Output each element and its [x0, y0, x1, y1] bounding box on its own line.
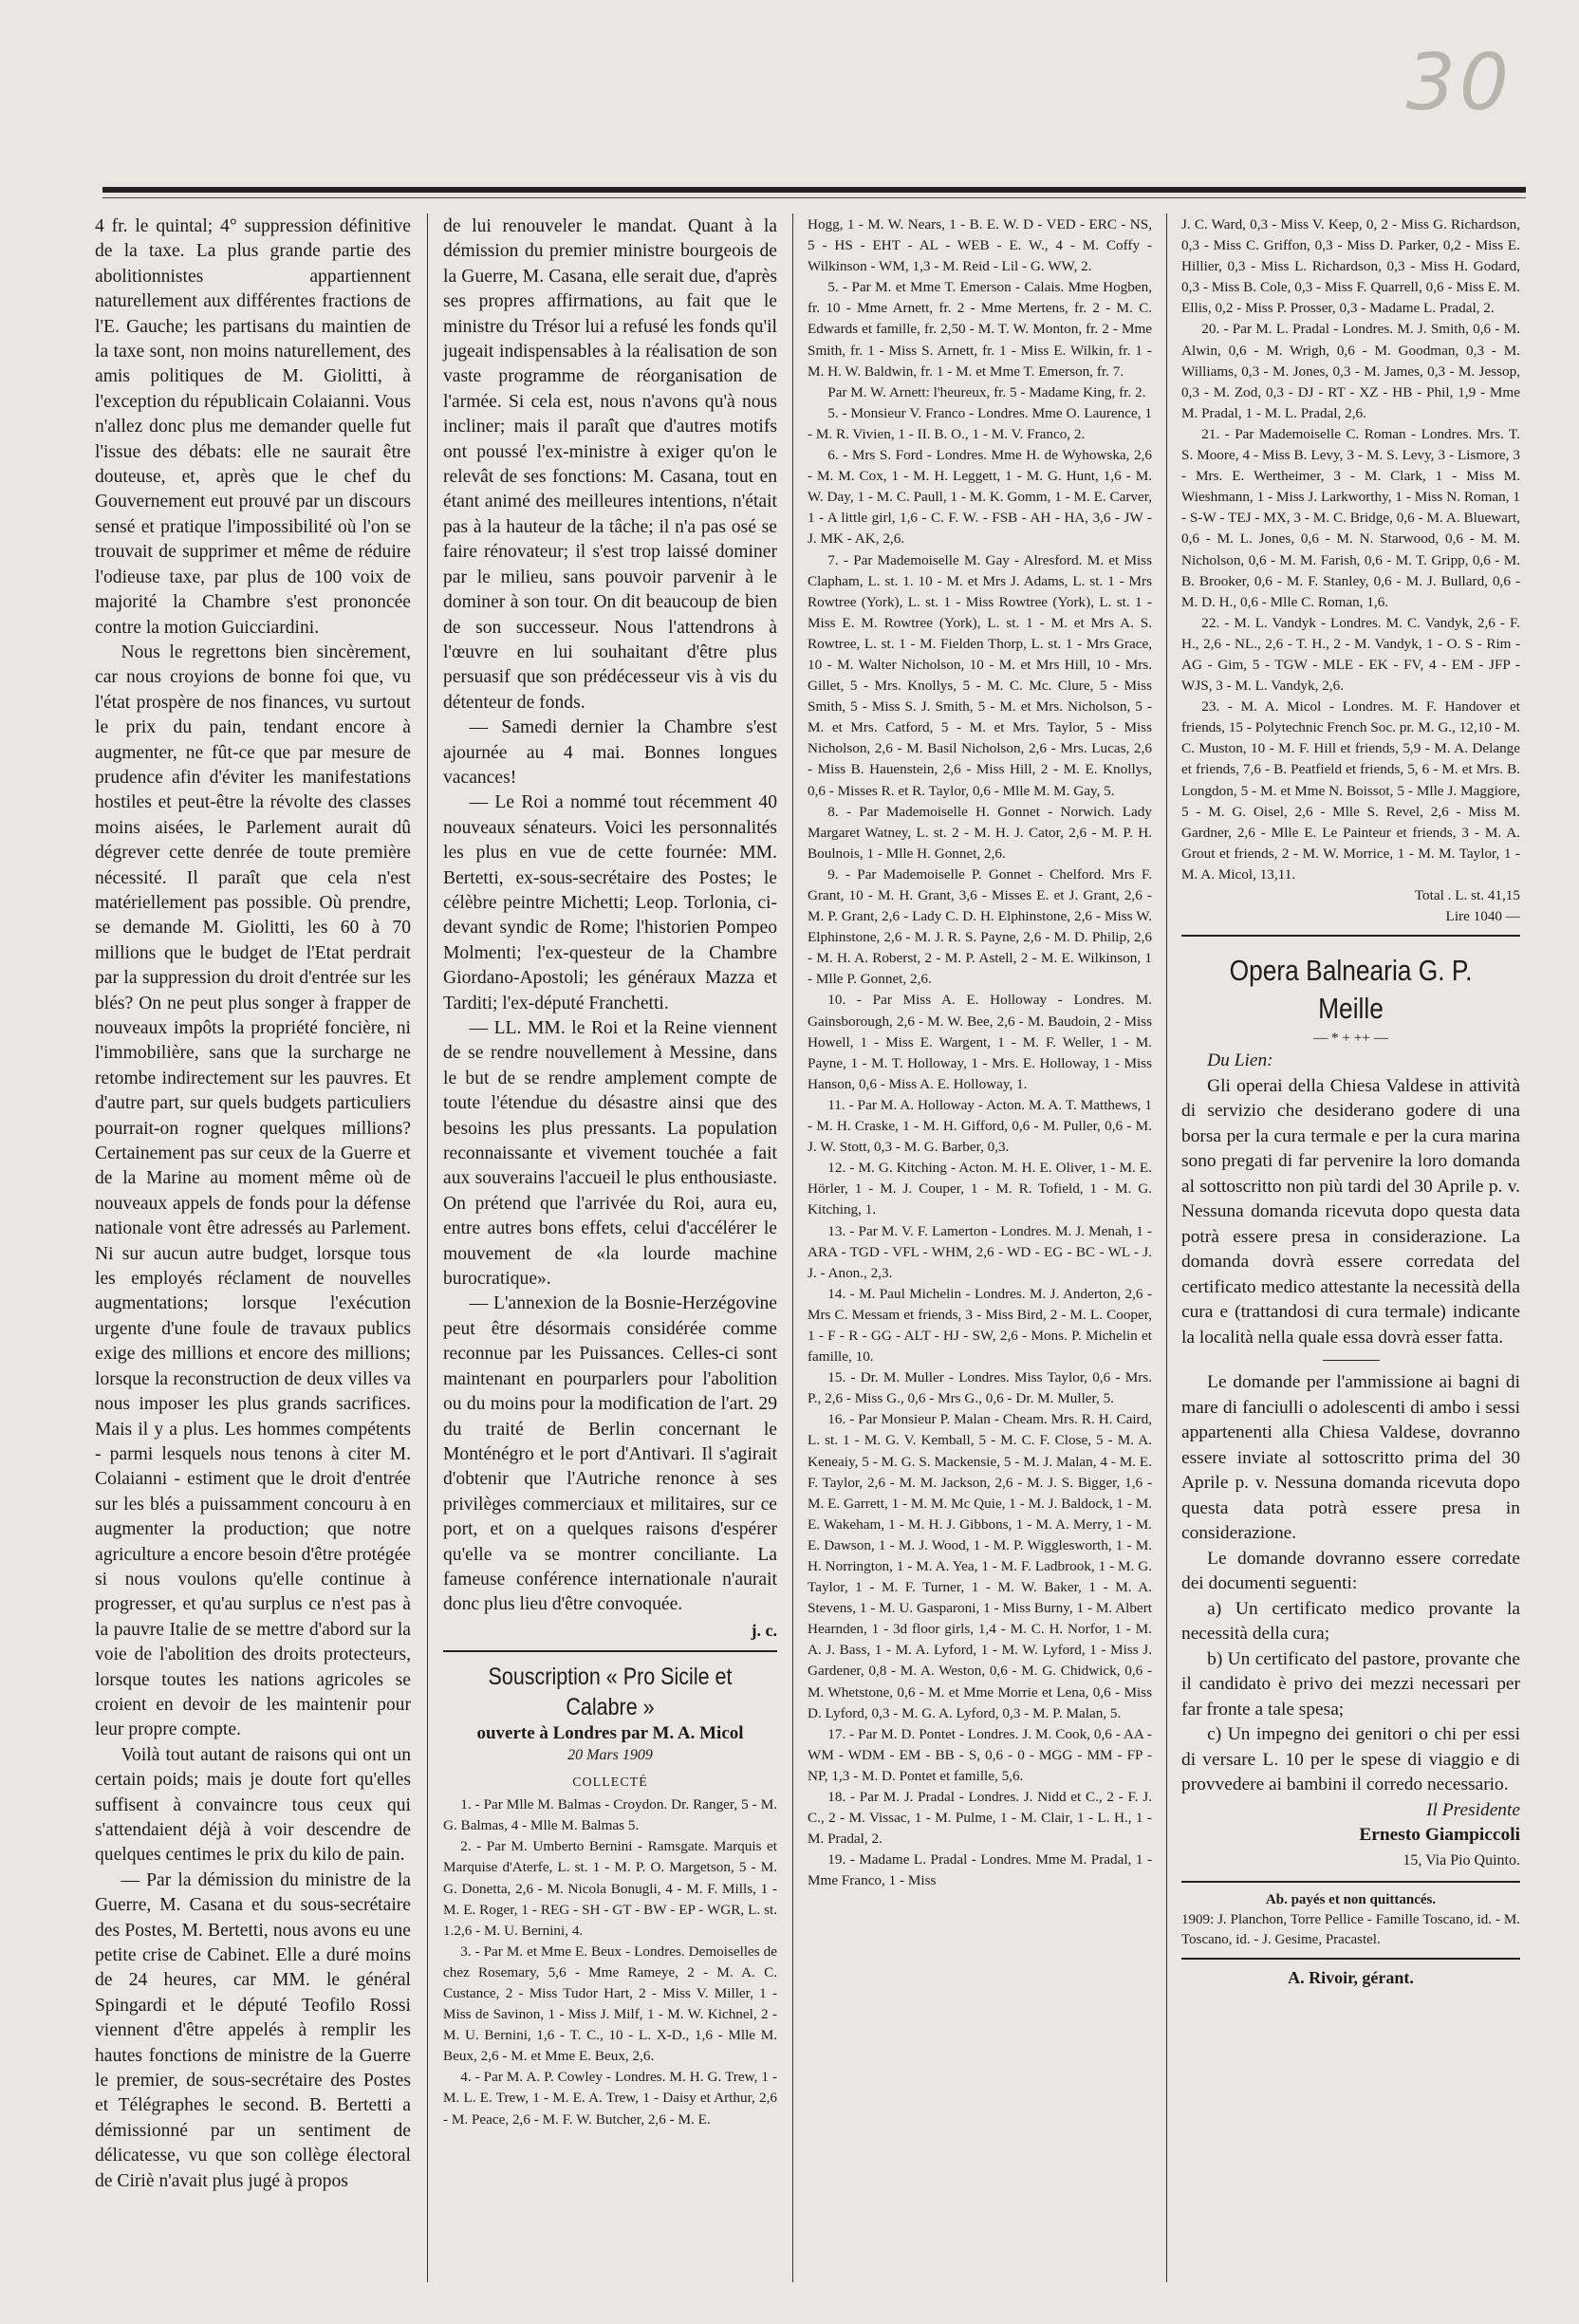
president-name: Ernesto Giampiccoli — [1359, 1825, 1520, 1846]
abonnements-text: 1909: J. Planchon, Torre Pellice - Famille Toscano, id. - M. Toscano, id. - J. Gesime, Pracastel. — [1181, 1912, 1520, 1948]
president-label: Il Presidente — [1426, 1799, 1520, 1820]
list-item: 1. - Par Mlle M. Balmas - Croydon. Dr. Ranger, 5 - M. G. Balmas, 4 - Mlle M. Balmas 5. — [443, 1796, 777, 1834]
column-2 — [443, 214, 777, 2130]
list-item: 22. - M. L. Vandyk - Londres. M. C. Vandyk, 2,6 - F. H., 2,6 - NL., 2,6 - T. H., 2 - M. Vandyk, 1 - O. S - Rim - AG - Gim, 5 - TGW - MLE - EK - FV, 4 - EM - JFP - WJS, 3 - M. L. Vandyk, 2,6. — [1181, 614, 1520, 695]
abonnements-title: Ab. payés et non quittancés. — [1265, 1892, 1437, 1908]
list-item: 5. - Par M. et Mme T. Emerson - Calais. Mme Hogben, fr. 10 - Mme Arnett, fr. 2 - Mme Mertens, fr. 2 - M. C. Edwards et famille, fr. 2,50 - M. T. W. Monton, fr. 2 - Mme Smith, fr. 1 - Miss S. Arnett, fr. 1 - Miss E. Wilkin, fr. 1 - M. H. W. Baldwin, fr. 1 - M. et Mme T. Emerson, fr. 7. — [808, 279, 1152, 380]
list-item: 14. - M. Paul Michelin - Londres. M. J. Anderton, 2,6 - Mrs C. Messam et friends, 3 - Miss Bird, 2 - M. L. Cooper, 1 - F - R - GG - ALT - HJ - SW, 2,6 - Mons. P. Michelin et famille, 10. — [808, 1285, 1152, 1366]
column-divider — [792, 214, 793, 2282]
opera-paragraph: b) Un certificato del pastore, provante che il candidato è privo dei mezzi necessari per far fronte a tale spesa; — [1181, 1648, 1520, 1720]
list-item: Par M. W. Arnett: l'heureux, fr. 5 - Madame King, fr. 2. — [827, 383, 1146, 400]
opera-paragraph: Gli operai della Chiesa Valdese in attività di servizio che desiderano godere di una borsa per la cura termale e per la cura marina sono pregati di far pervenire la loro domanda al sottoscritto non più tardi del 30 Aprile p. v. Nessuna domanda ricevuta dopo questa data potrà essere presa in considerazione. La domanda dovrà essere corredata del certificato medico attestante la necessità della cura e (trattandosi di cura termale) indicante la località nella quale essa dovrà esser fatta. — [1181, 1075, 1520, 1348]
article-paragraph: — Le Roi a nommé tout récemment 40 nouveaux sénateurs. Voici les personnalités les plus en vue de cette fournée: MM. Bertetti, ex-sous-secrétaire des Postes; le célèbre peintre Michetti; Leop. Torlonia, ci-devant syndic de Rome; l'historien Pompeo Molmenti; l'ex-questeur de la Chambre Giordano-Apostoli; les généraux Mazza et Tarditi; l'ex-député Franchetti. — [443, 792, 777, 1013]
header-rule — [102, 187, 1526, 193]
section-rule — [1181, 1881, 1520, 1883]
list-item: 2. - Par M. Umberto Bernini - Ramsgate. Marquis et Marquise d'Aterfe, L. st. 1 - M. P. O. Margetson, 5 - M. G. Donetta, 2,6 - M. Nicola Bonugli, 4 - M. F. Mills, 1 - M. E. Roger, 1 - REG - SH - GT - BW - EP - WGR, L. st. 1.2,6 - M. U. Bernini, 4. — [443, 1838, 777, 1939]
article-paragraph: Voilà tout autant de raisons qui ont un certain poids; mais je doute fort qu'elles suffisent à convaincre tous ceux qui s'attendaient déjà à voir descendre de quelques centimes le prix du kilo de pain. — [95, 1744, 411, 1866]
list-item: 20. - Par M. L. Pradal - Londres. M. J. Smith, 0,6 - M. Alwin, 0,6 - M. Wrigh, 0,6 - M. Goodman, 0,3 - M. Williams, 0,3 - M. Jones, 0,3 - M. James, 0,3 - M. Jessop, 0,3 - M. Zod, 0,3 - DJ - RT - XZ - HB - Phil, 1,9 - Mme M. Pradal, 1 - M. L. Pradal, 2,6. — [1181, 321, 1520, 421]
total-line: Total . L. st. 41,15 — [1414, 887, 1520, 903]
header-rule-thin — [102, 197, 1526, 198]
article-signature: j. c. — [751, 1620, 777, 1640]
list-item: 17. - Par M. D. Pontet - Londres. J. M. Cook, 0,6 - AA - WM - WDM - EM - BB - S, 0,6 - 0 - MGG - MM - FP - NP, 1,3 - M. D. Pontet et famille, 5,6. — [808, 1725, 1152, 1784]
list-item: 4. - Par M. A. P. Cowley - Londres. M. H. G. Trew, 1 - M. L. E. Trew, 1 - M. E. A. Trew, 1 - Daisy et Arthur, 2,6 - M. Peace, 2,6 - M. F. W. Butcher, 2,6 - M. E. — [443, 2069, 777, 2128]
list-item: 15. - Dr. M. Muller - Londres. Miss Taylor, 0,6 - Mrs. P., 2,6 - Miss G., 0,6 - Mrs G., 0,6 - Dr. M. Muller, 5. — [808, 1369, 1152, 1407]
column-4 — [1181, 214, 1520, 1988]
gerant: A. Rivoir, gérant. — [1288, 1968, 1414, 1988]
list-item: 8. - Par Mademoiselle H. Gonnet - Norwich. Lady Margaret Watney, L. st. 2 - M. H. J. Cator, 2,6 - M. P. H. Boulnois, 1 - Mlle H. Gonnet, 2,6. — [808, 803, 1152, 862]
list-item: 16. - Par Monsieur P. Malan - Cheam. Mrs. R. H. Caird, L. st. 1 - M. G. V. Kemball, 5 - M. C. F. Close, 5 - M. A. Keneaiy, 5 - M. G. S. Mackensie, 5 - M. J. Malan, 4 - M. E. F. Taylor, 2,6 - M. M. Jackson, 2,6 - M. J. S. Bigger, 1,6 - M. E. Garrett, 1 - M. M. Mc Quie, 1 - M. J. Baldock, 1 - M. E. Wakeham, 1 - M. H. J. Gibbons, 1 - M. A. Merry, 1 - M. E. Dawson, 1 - M. J. Wood, 1 - M. P. Wigglesworth, 1 - M. H. Norrington, 1 - M. A. Yea, 1 - M. F. Ladbrook, 1 - M. G. Taylor, 1 - M. F. Turner, 1 - M. W. Baker, 1 - M. A. Stevens, 1 - M. U. Gasparoni, 1 - Miss Burny, 1 - M. Albert Hearnden, 1 - 3d floor girls, 1,4 - M. C. H. Norfor, 1 - M. A. J. Bass, 1 - M. A. Lyford, 1 - M. W. Lyford, 1 - Miss J. Gardener, 0,8 - M. A. Weston, 0,6 - M. G. Chidwick, 0,6 - M. Whetstone, 0,6 - M. et Mme Morrie et Lena, 0,6 - Miss D. Lyford, 0,3 - M. G. A. Lyford, 0,3 - M. P. Malan, 5. — [808, 1411, 1152, 1721]
column-1 — [95, 214, 411, 2194]
opera-body — [1181, 1049, 1520, 1873]
page-number: 30 — [1405, 38, 1513, 128]
section-rule — [1181, 1958, 1520, 1960]
opera-lien: Du Lien: — [1207, 1050, 1273, 1071]
separator — [1323, 1360, 1380, 1361]
list-item: 3. - Par M. et Mme E. Beux - Londres. Demoiselles de chez Rosemary, 5,6 - Mme Rameye, 2 - M. A. C. Custance, 2 - Miss Tudor Hart, 2 - Miss V. Miller, 1 - Miss de Savinon, 1 - Miss J. Milf, 1 - M. W. Kichnel, 2 - M. U. Bernini, 1,6 - T. C., 10 - L. X-D., 1,6 - Mlle M. Beux, 2,6 - M. et Mme E. Beux, 2,6. — [443, 1943, 777, 2065]
list-item: 5. - Monsieur V. Franco - Londres. Mme O. Laurence, 1 - M. R. Vivien, 1 - II. B. O., 1 - M. V. Franco, 2. — [808, 404, 1152, 442]
list-item: Hogg, 1 - M. W. Nears, 1 - B. E. W. D - VED - ERC - NS, 5 - HS - EHT - AL - WEB - E. W., 4 - M. Coffy - Wilkinson - WM, 1,3 - M. Reid - Lil - G. WW, 2. — [808, 216, 1152, 275]
souscription-date: 20 Mars 1909 — [567, 1747, 653, 1764]
list-item: 7. - Par Mademoiselle M. Gay - Alresford. M. et Miss Clapham, L. st. 1. 10 - M. et Mrs J. Adams, L. st. 1 - Mrs Rowtree (York), L. st. 1 - Miss Rowtree (York), L. st. 1 - Miss E. M. Rowtree (York), L. st. 1 - M. et Mrs A. S. Rowtree, L. st. 1 - M. Fielden Thorp, L. st. 1 - Mrs Grace, 10 - M. Walter Nicholson, 10 - M. et Mrs Hill, 10 - Mrs. Gillet, 5 - Mrs. Knollys, 5 - M. C. Mc. Clure, 5 - Miss Smith, 5 - Miss S. J. Smith, 5 - M. et Mrs. Nicholson, 5 - M. et Mrs. Catford, 5 - M. et Mrs. Taylor, 5 - Miss Nicholson, 2,6 - M. Basil Nicholson, 2,6 - Mrs. Lucas, 2,6 - Miss B. Hauenstein, 2,6 - Miss Hill, 2 - M. E. Knollys, 0,6 - Misses R. et R. Taylor, 0,6 - Mlle M. M. Gay, 5. — [808, 551, 1152, 799]
list-item: 9. - Par Mademoiselle P. Gonnet - Chelford. Mrs F. Grant, 10 - M. H. Grant, 3,6 - Misses E. et J. Grant, 2,6 - M. P. Grant, 2,6 - Lady C. D. H. Elphinstone, 2,6 - Miss W. Elphinstone, 2,6 - M. J. R. S. Payne, 2,6 - M. D. Philip, 2,6 - M. H. A. Roberst, 2 - M. P. Astell, 2 - M. E. Wilkinson, 1 - Mlle P. Gonnet, 2,6. — [808, 865, 1152, 988]
opera-paragraph: Le domande per l'ammissione ai bagni di mare di fanciulli o adolescenti di ambo i sessi appartenenti alla Chiesa Valdese, dovranno essere inviate al sottoscritto prima del 30 Aprile p. v. Nessuna domanda ricevuta dopo questa data potrà essere presa in considerazione. — [1181, 1372, 1520, 1544]
list-item: 10. - Par Miss A. E. Holloway - Londres. M. Gainsborough, 2,6 - M. W. Bee, 2,6 - M. Baudoin, 2 - Miss Howell, 1 - Miss E. Wargent, 1 - M. F. Weller, 1 - M. Payne, 1 - M. T. Holloway, 1 - Mrs. E. Holloway, 1 - Miss Hanson, 0,6 - Miss A. E. Holloway, 1. — [808, 992, 1152, 1092]
column-divider — [427, 214, 428, 2282]
column-divider — [1166, 214, 1167, 2282]
ornament: — * + ++ — — [1313, 1030, 1388, 1047]
article-paragraph: — Samedi dernier la Chambre s'est ajournée au 4 mai. Bonnes longues vacances! — [443, 717, 777, 788]
section-rule — [443, 1650, 777, 1652]
list-item: 11. - Par M. A. Holloway - Acton. M. A. T. Matthews, 1 - M. H. Craske, 1 - M. H. Gifford, 0,6 - M. Puller, 0,6 - M. J. W. Stott, 0,3 - M. G. Barber, 0,3. — [808, 1096, 1152, 1156]
list-item: 19. - Madame L. Pradal - Londres. Mme M. Pradal, 1 - Mme Franco, 1 - Miss — [808, 1851, 1152, 1889]
column-3 — [808, 214, 1152, 1892]
opera-title: Opera Balnearia G. P. Meille — [1229, 954, 1473, 1026]
article-paragraph: — L'annexion de la Bosnie-Herzégovine peut être désormais considérée comme reconnue par les Puissances. Celles-ci sont maintenant en pourparlers pour l'abolition ou du moins pour la modification de l'art. 29 du traité de Berlin concernant le Monténégro et le port d'Antivari. Il s'agirait d'obtenir que l'Autriche renonce à ses privilèges commerciaux et militaires, sur ce port, et on a quelques raisons d'espérer qu'elle va se montrer conciliante. La fameuse conférence internationale n'aurait donc plus lieu d'être convoquée. — [443, 1293, 777, 1615]
list-item: 21. - Par Mademoiselle C. Roman - Londres. Mrs. T. S. Moore, 4 - Miss B. Levy, 3 - M. S. Levy, 3 - Lismore, 3 - Mrs. E. Wertheimer, 3 - M. Clark, 1 - Miss M. Wieshmann, 1 - Miss J. Larkworthy, 1 - Miss N. Roman, 1 - S-W - TEJ - MX, 3 - M. C. Bridge, 0,6 - M. A. Bluewart, 0,6 - M. L. Jones, 0,6 - M. N. Starwood, 0,6 - M. M. Nicholson, 0,6 - M. M. Farish, 0,6 - M. T. Gripp, 0,6 - M. B. Brooker, 0,6 - M. F. Stanley, 0,6 - M. J. Bullard, 0,6 - M. D. H., 0,6 - Mlle C. Roman, 1,6. — [1181, 425, 1520, 610]
president-address: 15, Via Pio Quinto. — [1403, 1851, 1520, 1868]
lire-line: Lire 1040 — — [1445, 908, 1520, 925]
article-paragraph: 4 fr. le quintal; 4° suppression définitive de la taxe. La plus grande partie des abolitionnistes appartiennent naturellement aux différentes fractions de l'E. Gauche; les partisans du maintien de la taxe sont, non moins naturellement, des amis politiques de M. Giolitti, à l'exception du républicain Colaianni. Vous n'allez donc plus me demander quelle fut l'issue des débats: elle ne saurait être douteuse, et, après que le chef du Gouvernement eut prouvé par un discours sensé et pratique l'impossibilité où l'on se trouvait de supprimer et même de réduire l'odieuse taxe, par plus de 100 voix de majorité la Chambre s'est prononcée contre la motion Guicciardini. — [95, 216, 411, 638]
opera-paragraph: c) Un impegno dei genitori o chi per essi di versare L. 10 per le spese di viaggio e di provvedere ai bambini il corredo necessario. — [1181, 1724, 1520, 1795]
collecte-heading: COLLECTÉ — [572, 1776, 648, 1791]
list-item: 18. - Par M. J. Pradal - Londres. J. Nidd et C., 2 - F. J. C., 2 - M. Vissac, 1 - M. Pulme, 1 - M. Clair, 1 - L. H., 1 - M. Pradal, 2. — [808, 1789, 1152, 1848]
souscription-list — [443, 1794, 777, 2130]
list-item: 13. - Par M. V. F. Lamerton - Londres. M. J. Menah, 1 - ARA - TGD - VFL - WHM, 2,6 - WD - EG - BC - WL - J. J. - Anon., 2,3. — [808, 1222, 1152, 1281]
souscription-subtitle: ouverte à Londres par M. A. Micol — [476, 1723, 744, 1744]
opera-paragraph: a) Un certificato medico provante la necessità della cura; — [1181, 1598, 1520, 1645]
article-paragraph: de lui renouveler le mandat. Quant à la démission du premier ministre bourgeois de la Guerre, M. Casana, elle serait due, d'après ses propres affirmations, au fait que le ministre du Trésor lui a refusé les fonds qu'il jugeait indispensables à la réalisation de son vaste programme de réorganisation de l'armée. Si cela est, nous n'avons qu'à nous incliner; mais il paraît que d'autres motifs ont poussé l'ex-ministre à exiger qu'on le relevât de ses fonctions: M. Casana, tout en étant animé des meilleures intentions, n'était pas à la hauteur de la tâche; il n'a pas osé se faire rénovateur; il s'est trop laissé dominer par le milieu, sans pouvoir parvenir à le dominer à son tour. On dit beaucoup de bien de son successeur. Nous l'attendrons à l'œuvre en lui souhaitant d'être plus persuasif que son prédécesseur vis à vis du détenteur de fonds. — [443, 216, 777, 713]
article-paragraph: — LL. MM. le Roi et la Reine viennent de se rendre nouvellement à Messine, dans le but de se rendre amplement compte de toute l'étendue du désastre ainsi que des besoins les plus pressants. La population reconnaissante et vivement touchée a fait aux souverains l'accueil le plus enthousiaste. On prétend que l'arrivée du Roi, aura eu, entre autres bons effets, celui d'accélérer le mouvement de «la lourde machine burocratique». — [443, 1018, 777, 1290]
list-item: 12. - M. G. Kitching - Acton. M. H. E. Oliver, 1 - M. E. Hörler, 1 - M. J. Couper, 1 - M. R. Tofield, 1 - M. G. Kitching, 1. — [808, 1160, 1152, 1218]
article-paragraph: — Par la démission du ministre de la Guerre, M. Casana et du sous-secrétaire des Postes, M. Bertetti, nous avons eu une petite crise de Cabinet. Elle a duré moins de 24 heures, car MM. le général Spingardi et le député Teofilo Rossi viennent d'être appelés à remplir les hautes fonctions de ministre de la Guerre le premier, de sous-secrétaire des Postes et Télégraphes le second. B. Bertetti a démissionné par un sentiment de délicatesse, vu que son collège électoral de Ciriè n'avait plus jugé à propos — [95, 1869, 411, 2191]
section-rule — [1181, 935, 1520, 937]
list-item: 23. - M. A. Micol - Londres. M. F. Handover et friends, 15 - Polytechnic French Soc. pr. M. G., 12,10 - M. C. Muston, 10 - M. F. Hill et friends, 5,9 - M. A. Delange et friends, 7,6 - B. Peatfield et friends, 5, 6 - M. et Mrs. B. Longdon, 5 - M. et Mme N. Boissot, 5 - Mlle J. Maggiore, 5 - M. G. Oisel, 2,6 - Mlle S. Revel, 2,6 - Miss M. Gardner, 2,6 - Mlle E. Le Painteur et friends, 3 - M. A. Grout et friends, 2 - M. W. Morrice, 1 - M. M. Taylor, 1 - M. A. Micol, 13,11. — [1181, 698, 1520, 883]
list-item: J. C. Ward, 0,3 - Miss V. Keep, 0, 2 - Miss G. Richardson, 0,3 - Miss C. Griffon, 0,3 - Miss D. Parker, 0,2 - Miss E. Hillier, 0,3 - Miss L. Richardson, 0,3 - Miss H. Godard, 0,3 - Miss B. Cole, 0,3 - Miss F. Quarrell, 0,6 - Miss E. M. Ellis, 0,2 - Miss P. Prosser, 0,3 - Madame L. Pradal, 2. — [1181, 216, 1520, 317]
list-item: 6. - Mrs S. Ford - Londres. Mme H. de Wyhowska, 2,6 - M. M. Cox, 1 - M. H. Leggett, 1 - M. G. Hunt, 1,6 - M. W. Day, 1 - M. C. Paull, 1 - M. K. Gomm, 1 - M. E. Carver, 1 - A little girl, 1,6 - C. F. W. - FSB - AH - HA, 3,6 - JW - J. MK - AK, 2,6. — [808, 447, 1152, 548]
opera-paragraph: Le domande dovranno essere corredate dei documenti seguenti: — [1181, 1548, 1520, 1594]
souscription-title: Souscription « Pro Sicile et Calabre » — [488, 1664, 733, 1721]
article-paragraph: Nous le regrettons bien sincèrement, car nous croyions de bonne foi que, vu l'état prospère de nos finances, vu surtout le prix du pain, tendant encore à augmenter, ne fût-ce que par mesure de prudence afin d'éviter les manifestations hostiles et peut-être la révolte des classes moins aisées, le Parlement aurait dû dégrever cette denrée de toute première nécessité. Il paraît que cela n'est matériellement pas possible. Où prendre, se demande M. Giolitti, les 60 à 70 millions que le budget de l'Etat perdrait par la suppression du droit d'entrée sur les blés? On ne peut plus songer à frapper de nouveaux impôts la propriété foncière, ni l'immobilière, sans que la surcharge ne retombe indirectement sur les pauvres. Et d'autre part, sur quels budgets particuliers pourrait-on rogner quelques millions? Certainement pas sur ceux de la Guerre et de la Marine au moment même où de nouveaux appels de fonds pour la défense nationale vont être adressés au Parlement. Ni sur aucun autre budget, lorsque tous les employés réclament de nouvelles augmentations; lorsque l'exécution urgente d'une foule de travaux publics exige des millions et encore des millions; lorsque la reconstruction de deux villes va nous imposer les plus grands sacrifices. Mais il y a plus. Les hommes compétents - parmi lesquels nous tenons à citer M. Colaianni - estiment que le droit d'entrée sur les blés a puissamment concouru à en augmenter la production; que notre agriculture a encore besoin d'être protégée si nous voulons qu'elle continue à progresser, et qu'au surplus ce n'est pas à la pauvre Italie de se mettre d'abord sur la voie de l'abolition des droits protecteurs, lorsque toutes les nations agricoles se croient en devoir de les maintenir pour leur propre compte. — [95, 641, 411, 1740]
